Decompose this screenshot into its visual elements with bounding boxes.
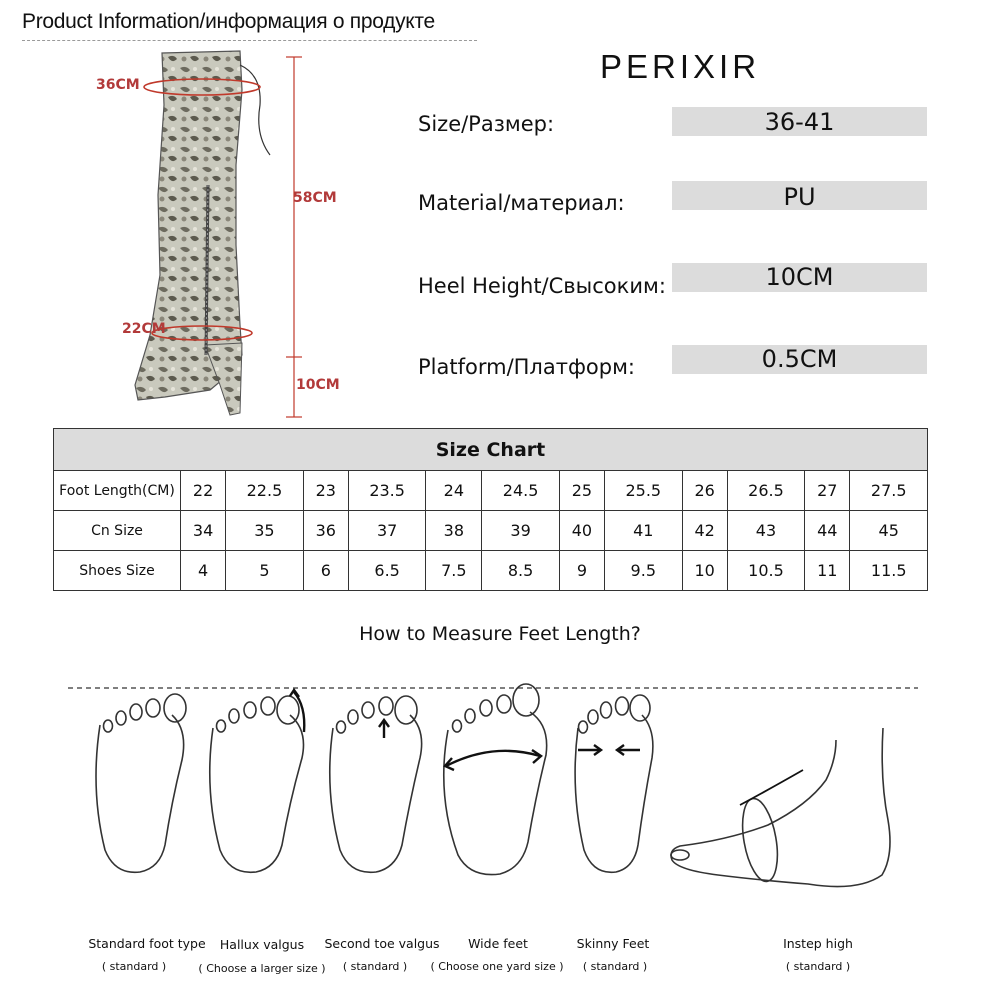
table-cell: 40 bbox=[559, 511, 604, 551]
table-cell: 43 bbox=[727, 511, 805, 551]
table-cell: 11 bbox=[805, 551, 850, 591]
size-chart-table bbox=[53, 428, 928, 591]
table-cell: 24.5 bbox=[482, 471, 560, 511]
foot-label-instep-high: Instep high bbox=[783, 936, 853, 951]
table-cell: 42 bbox=[682, 511, 727, 551]
foot-note-standard: ( standard ) bbox=[101, 960, 167, 973]
table-cell: 4 bbox=[181, 551, 226, 591]
table-row-shoes-size bbox=[54, 551, 928, 591]
table-cell: 44 bbox=[805, 511, 850, 551]
table-cell: 34 bbox=[181, 511, 226, 551]
table-cell: 11.5 bbox=[850, 551, 928, 591]
feet-illustrations bbox=[60, 670, 930, 910]
foot-note-second-toe-valgus: ( standard ) bbox=[342, 960, 408, 973]
table-cell: 45 bbox=[850, 511, 928, 551]
spec-value: 36-41 bbox=[764, 108, 835, 136]
dim-22cm: 22CM bbox=[122, 321, 166, 337]
boot-image bbox=[90, 45, 350, 420]
dim-58cm: 58CM bbox=[293, 190, 337, 206]
table-cell: 22 bbox=[181, 471, 226, 511]
table-cell: 6.5 bbox=[348, 551, 426, 591]
header-divider bbox=[22, 40, 477, 41]
foot-label-hallux-valgus: Hallux valgus bbox=[219, 937, 305, 952]
foot-note-wide-feet: ( Choose one yard size ) bbox=[430, 960, 564, 973]
table-cell: 27.5 bbox=[850, 471, 928, 511]
table-cell: 6 bbox=[303, 551, 348, 591]
table-cell: 37 bbox=[348, 511, 426, 551]
foot-label-second-toe-valgus: Second toe valgus bbox=[324, 936, 440, 951]
spec-label: Platform/Платформ: bbox=[418, 355, 636, 379]
table-cell: 24 bbox=[426, 471, 482, 511]
table-cell: 27 bbox=[805, 471, 850, 511]
spec-value: 10CM bbox=[765, 263, 834, 291]
spec-label: Size/Размер: bbox=[418, 112, 555, 136]
size-chart-title: Size Chart bbox=[54, 429, 928, 471]
table-cell: 23 bbox=[303, 471, 348, 511]
table-cell: 10 bbox=[682, 551, 727, 591]
boot-illustration bbox=[90, 45, 350, 420]
table-row-foot-length bbox=[54, 471, 928, 511]
table-row-cn-size bbox=[54, 511, 928, 551]
table-cell: 8.5 bbox=[482, 551, 560, 591]
table-cell: 9 bbox=[559, 551, 604, 591]
table-cell: 25.5 bbox=[605, 471, 683, 511]
row-label: Shoes Size bbox=[54, 551, 181, 591]
table-cell: 5 bbox=[226, 551, 304, 591]
foot-note-skinny-feet: ( standard ) bbox=[582, 960, 648, 973]
table-cell: 22.5 bbox=[226, 471, 304, 511]
foot-standard-icon bbox=[96, 694, 186, 872]
table-cell: 25 bbox=[559, 471, 604, 511]
foot-wide-icon bbox=[444, 684, 547, 875]
spec-value: PU bbox=[783, 183, 816, 211]
foot-label-skinny-feet: Skinny Feet bbox=[576, 936, 650, 951]
foot-label-standard: Standard foot type bbox=[88, 936, 206, 951]
foot-note-instep-high: ( standard ) bbox=[785, 960, 851, 973]
spec-label: Heel Height/Свысоким: bbox=[418, 274, 666, 298]
dim-10cm: 10CM bbox=[296, 377, 340, 393]
foot-instep-high-icon bbox=[671, 728, 890, 887]
foot-label-wide-feet: Wide feet bbox=[468, 936, 528, 951]
table-cell: 35 bbox=[226, 511, 304, 551]
foot-hallux-valgus-icon bbox=[210, 690, 305, 872]
table-cell: 39 bbox=[482, 511, 560, 551]
row-label: Cn Size bbox=[54, 511, 181, 551]
row-label: Foot Length(CM) bbox=[54, 471, 181, 511]
foot-note-hallux-valgus: ( Choose a larger size ) bbox=[198, 962, 326, 975]
table-cell: 26 bbox=[682, 471, 727, 511]
table-cell: 10.5 bbox=[727, 551, 805, 591]
table-cell: 41 bbox=[605, 511, 683, 551]
foot-second-toe-valgus-icon bbox=[330, 696, 422, 872]
foot-skinny-icon bbox=[575, 695, 653, 872]
spec-label: Material/материал: bbox=[418, 191, 625, 215]
spec-value: 0.5CM bbox=[761, 345, 838, 373]
brand-logo: PERIXIR bbox=[600, 48, 761, 85]
table-cell: 38 bbox=[426, 511, 482, 551]
table-cell: 9.5 bbox=[605, 551, 683, 591]
measure-title: How to Measure Feet Length? bbox=[359, 623, 641, 645]
table-cell: 23.5 bbox=[348, 471, 426, 511]
table-cell: 26.5 bbox=[727, 471, 805, 511]
table-cell: 36 bbox=[303, 511, 348, 551]
table-cell: 7.5 bbox=[426, 551, 482, 591]
dim-36cm: 36CM bbox=[96, 77, 140, 93]
page-title: Product Information/информация о продукте bbox=[22, 10, 435, 33]
